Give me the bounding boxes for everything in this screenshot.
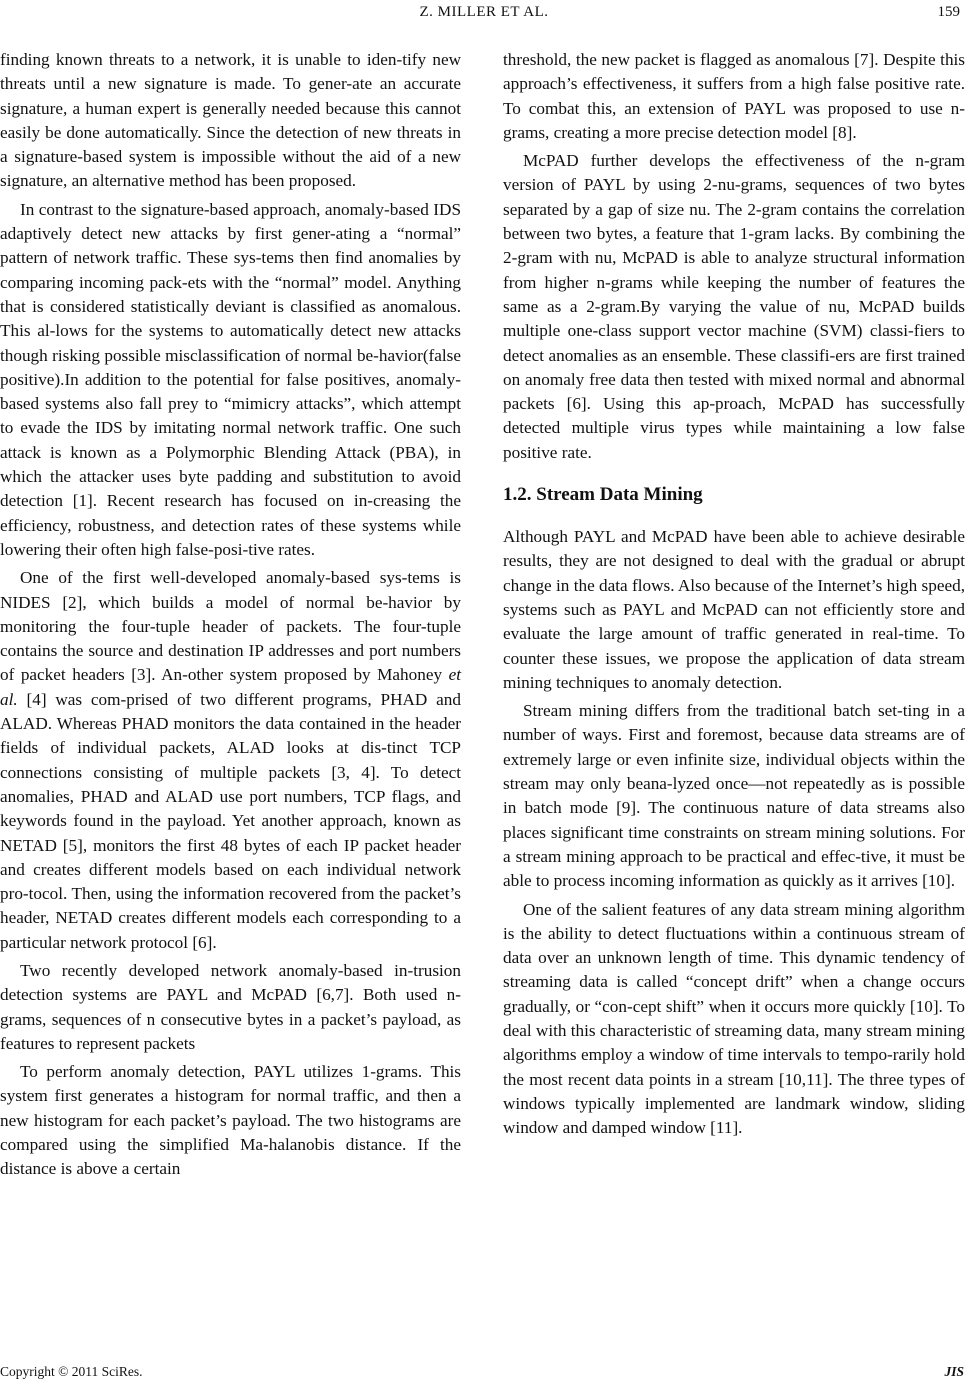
running-head: Z. MILLER ET AL.: [419, 4, 549, 20]
page-number: 159: [937, 4, 960, 20]
paragraph: Two recently developed network anomaly-based in-trusion detection systems are PAYL and McPAD [6,7]. Both used n-grams, sequences of n consecutive bytes in a packet’s payload, as features to represent packets: [0, 960, 461, 1053]
left-column: [0, 48, 461, 1186]
paragraph: Stream mining differs from the traditional batch set-ting in a number of ways. First and foremost, because data streams are of extremely large or even infinite size, individual objects within the stream may only beana-lyzed once—not repeatedly as is possible in batch mode [9]. The continuous nature of data streams also places significant time constraints on stream mining solutions. For a stream mining approach to be practical and effec-tive, it must be able to process incoming information as quickly as it arrives [10].: [503, 701, 965, 891]
paragraph: [0, 566, 461, 955]
page-footer: [0, 1364, 968, 1384]
paragraph: McPAD further develops the effectiveness of the n-gram version of PAYL by using 2-nu-grams, sequences of two bytes separated by a gap of size nu. The 2-gram contains the correlation between two bytes, a feature that 1-gram lacks. By combining the 2-gram with nu, McPAD is able to analyze structural information from higher n-grams while keeping the number of features the same as a 2-gram.By varying the value of nu, McPAD builds multiple one-class support vector machine (SVM) classi-fiers to detect anomalies as an ensemble. These classifi-ers are first trained on anomaly free data then tested with mixed normal and abnormal packets [6]. Using this ap-proach, McPAD has successfully detected multiple virus types while maintaining a low false positive rate.: [503, 151, 965, 462]
paragraph: threshold, the new packet is flagged as anomalous [7]. Despite this approach’s effectiveness, it suffers from a high false positive rate. To combat this, an extension of PAYL was proposed to use n-grams, creating a more precise detection model [8].: [503, 50, 965, 142]
paragraph-text: [4] was com-prised of two different programs, PHAD and ALAD. Whereas PHAD monitors the data contained in the header fields of individual packets, ALAD looks at dis-tinct TCP connections consisting of multiple packets [3, 4]. To detect anomalies, PHAD and ALAD use port numbers, TCP flags, and keywords found in the payload. Yet another approach, known as NETAD [5], monitors the first 48 bytes of each IP packet header and creates different models based on each individual network pro-tocol. Then, using the information recovered from the packet’s header, NETAD creates different models each corresponding to a particular network protocol [6].: [0, 689, 461, 952]
paragraph: To perform anomaly detection, PAYL utilizes 1-grams. This system first generates a histogram for normal traffic, and then a new histogram for each packet’s payload. The two histograms are compared using the simplified Ma-halanobis distance. If the distance is above a certain: [0, 1062, 461, 1179]
paragraph: One of the salient features of any data stream mining algorithm is the ability to detect fluctuations within a continuous stream of data over an unknown length of time. This dynamic tendency of streaming data is called “concept drift” when a change occurs gradually, or “con-cept shift” when it occurs more quickly [10]. To deal with this characteristic of streaming data, many stream mining algorithms employ a window of time intervals to tempo-rarily hold the most recent data points in a stream [10,11]. The three types of windows typically implemented are landmark window, sliding window and damped window [11].: [503, 899, 966, 1138]
paragraph: In contrast to the signature-based approach, anomaly-based IDS adaptively detect new attacks by first gener-ating a “normal” pattern of network traffic. These sys-tems then find anomalies by comparing incoming pack-ets with the “normal” model. Anything that is considered statistically deviant is classified as anomalous. This al-lows for the systems to automatically detect new attacks though risking possible misclassification of normal be-havior(false positive).In addition to the potential for false positives, anomaly-based systems also fall prey to “mimicry attacks”, which attempt to evade the IDS by imitating normal network traffic. One such attack is known as a Polymorphic Blending Attack (PBA), in which the attacker uses byte padding and substitution to avoid detection [1]. Recent research has focused on in-creasing the efficiency, robustness, and detection rates of these systems while lowering their often high false-posi-tive rates.: [0, 199, 461, 559]
italic-text: et al.: [0, 665, 461, 709]
right-column: [503, 48, 965, 1144]
paragraph: Although PAYL and McPAD have been able to achieve desirable results, they are not designed to deal with the gradual or abrupt change in the data flows. Also because of the Internet’s high speed, systems such as PAYL and McPAD can not efficiently store and evaluate the large amount of traffic generated in real-time. To counter these issues, we propose the application of data stream mining techniques to anomaly detection.: [503, 527, 965, 692]
journal-abbrev: JIS: [944, 1364, 964, 1379]
copyright-notice: Copyright © 2011 SciRes.: [0, 1364, 143, 1379]
page-header: [0, 4, 968, 26]
paragraph: finding known threats to a network, it is unable to iden-tify new threats until a new signature is made. To gener-ate an accurate signature, a human expert is generally needed because this cannot easily be done automatically. Since the detection of new threats in a signature-based system is impossible without the aid of a new signature, an alternative method has been proposed.: [0, 50, 461, 191]
section-heading: 1.2. Stream Data Mining: [503, 484, 703, 506]
paragraph-text: One of the first well-developed anomaly-based sys-tems is NIDES [2], which builds a model of normal be-havior by monitoring the four-tuple header of packets. The four-tuple contains the source and destination IP addresses and port numbers of packet headers [3]. An-other system proposed by Mahoney: [0, 568, 461, 685]
